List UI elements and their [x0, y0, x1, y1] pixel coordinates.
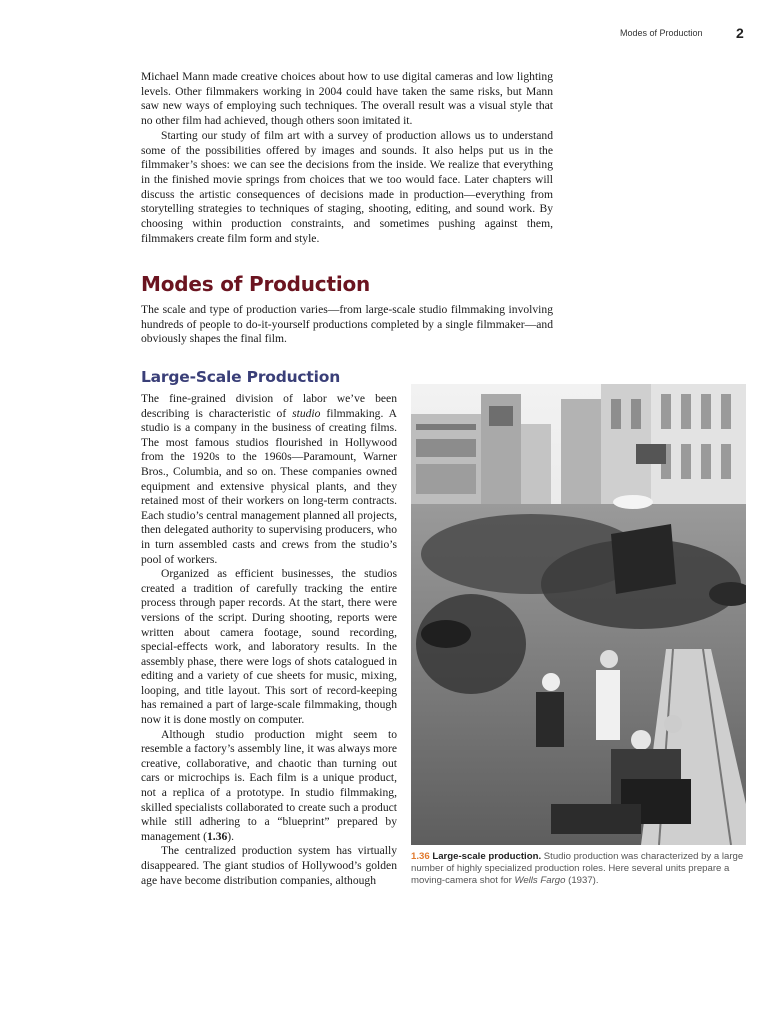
section-heading: Modes of Production [141, 272, 371, 296]
subsection-heading: Large-Scale Production [141, 368, 341, 386]
figure-reference: 1.36 [207, 829, 228, 843]
large-scale-paragraph-4: The centralized production system has virtually disappeared. The giant studios of Hollywood’s golden age have become distribution companies, although [141, 844, 397, 887]
large-scale-paragraph-1 [141, 392, 397, 567]
large-scale-paragraph-3 [141, 728, 397, 845]
intro-text [141, 70, 553, 246]
p3-text-b: ). [227, 829, 235, 843]
p1-text-b: filmmaking. A studio is a company in the business of creating films. The most famous studios flourished in Hollywood from the 1920s to the 1960s—Paramount, Warner Bros., Columbia, and so on. These companies owned equipment and extensive physical plants, and they retained most of their workers on long-term contracts. Each studio’s central management planned all projects, then delegated authority to supervising producers, who in turn assembled casts and crews from the studio’s pool of workers. [141, 406, 397, 566]
running-head-section: Modes of Production [620, 28, 703, 38]
running-head [620, 28, 768, 44]
intro-paragraph-2: Starting our study of film art with a survey of production allows us to understand some of the possibilities offered by images and sounds. It also helps put us in the filmmaker’s shoes: we can see the decisions from the inside. We realize that everything in the finished movie springs from choices that we too would face. Later chapters will discuss the artistic consequences of decisions made in production—everything from storytelling strategies to techniques of staging, shooting, editing, and sound work. By choosing within production constraints, and sometimes pushing against them, filmmakers create film form and style. [141, 128, 553, 245]
p3-text-a: Although studio production might seem to resemble a factory’s assembly line, it was always more creative, collaborative, and chaotic than turning out cars or microchips is. Each film is a unique product, not a replica of a prototype. In studio filmmaking, skilled specialists collaborated to create such a product while still adhering to a “blueprint” prepared by management ( [141, 727, 397, 843]
photo-illustration [411, 384, 746, 845]
page-number: 2 [736, 28, 744, 41]
modes-intro-text [141, 303, 553, 347]
figure-number: 1.36 [411, 851, 430, 862]
film-set-photo [411, 384, 746, 845]
intro-paragraph-1: Michael Mann made creative choices about how to use digital cameras and low lighting levels. Other filmmakers working in 2004 could have taken the same risks, but Mann saw new ways of employing such techniques. The overall result was a visual style that no other film had achieved, though others soon imitated it. [141, 70, 553, 128]
p1-text-a: The fine-grained division of labor we’ve been describing is characteristic of [141, 392, 397, 420]
caption-text-b: (1937). [565, 875, 599, 887]
figure-caption [411, 851, 746, 888]
modes-paragraph: The scale and type of production varies—from large-scale studio filmmaking involving hundreds of people to do-it-yourself productions completed by a single filmmaker—and obviously shapes the final film. [141, 303, 553, 346]
large-scale-text [141, 392, 397, 888]
figure-title: Large-scale production. [432, 851, 542, 862]
caption-film-title: Wells Fargo [514, 875, 566, 887]
large-scale-paragraph-2: Organized as efficient businesses, the studios created a tradition of carefully tracking the entire process through paper records. At the start, there were versions of the script. During shooting, reports were written about camera footage, sound recording, special-effects work, and laboratory results. In the assembly phase, there were logs of shots catalogued in editing and a variety of cue sheets for music, mixing, looping, and title layout. This sort of record-keeping has remained a part of large-scale filmmaking, though now it is done mostly on computer. [141, 567, 397, 727]
p1-emphasis: studio [292, 406, 321, 420]
caption-text-a: Studio production was characterized by a large number of highly specialized production roles. Here several units prepare a moving-camera shot for [411, 851, 744, 887]
